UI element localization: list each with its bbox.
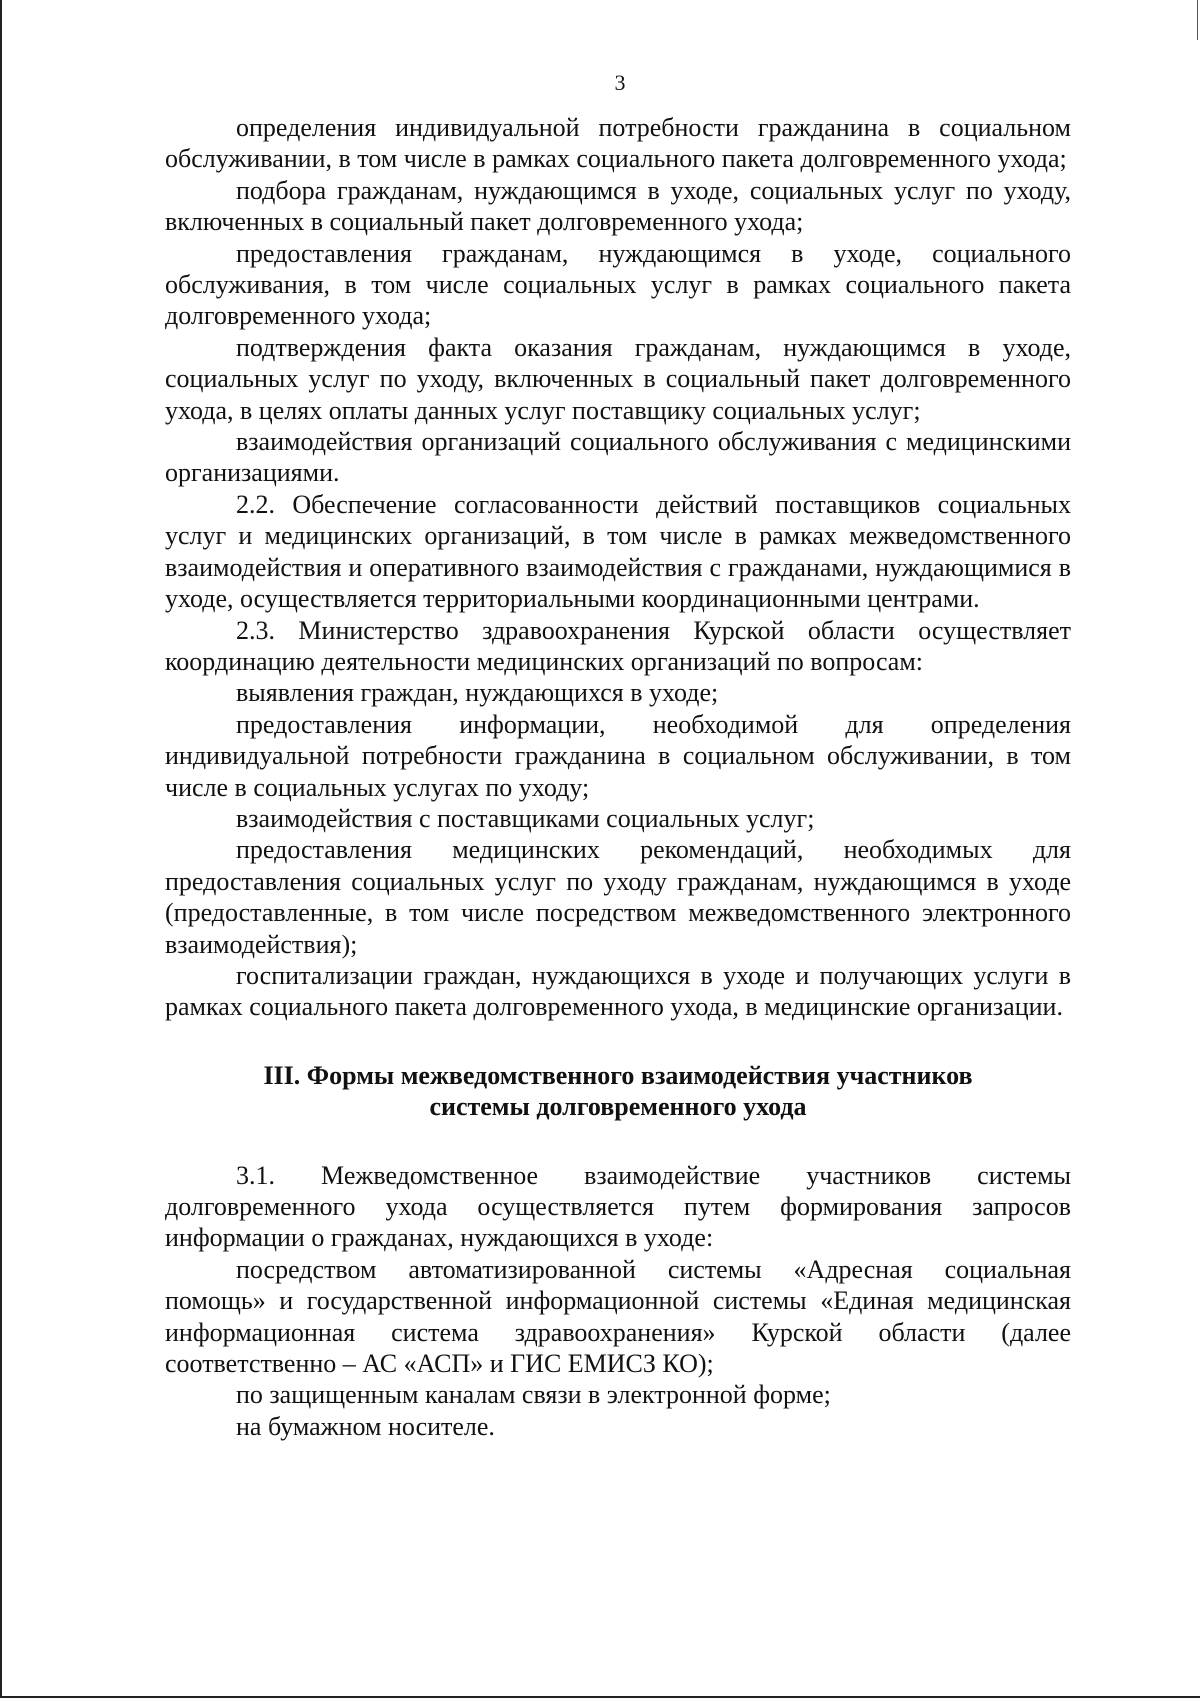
paragraph-2-3: 2.3. Министерство здравоохранения Курской области осуществляет координацию деятельности медицинских организаций по вопросам: xyxy=(165,615,1071,676)
paragraph: по защищенным каналам связи в электронной форме; xyxy=(236,1380,831,1410)
paragraph: определения индивидуальной потребности гражданина в социальном обслуживании, в том числе в рамках социального пакета долговременного ухода; xyxy=(165,113,1071,174)
section-heading xyxy=(165,1060,1071,1123)
paragraph-2-2: 2.2. Обеспечение согласованности действий поставщиков социальных услуг и медицинских организаций, в том числе в рамках межведомственного взаимодействия и оперативного взаимодействия с гражданами, нуждающимися в уходе, осуществляется территориальными координационными центрами. xyxy=(165,489,1071,614)
page-number: 3 xyxy=(614,70,626,95)
paragraph: госпитализации граждан, нуждающихся в уходе и получающих услуги в рамках социального пакета долговременного ухода, в медицинские организации. xyxy=(165,960,1071,1022)
paragraph: посредством автоматизированной системы «Адресная социальная помощь» и государственной информационной системы «Единая медицинская информационная система здравоохранения» Курской области (далее соответственно – АС «АСП» и ГИС ЕМИСЗ КО); xyxy=(165,1254,1071,1379)
document-body xyxy=(165,112,1071,1442)
paragraph: подбора гражданам, нуждающимся в уходе, социальных услуг по уходу, включенных в социальный пакет долговременного ухода; xyxy=(165,175,1071,237)
paragraph: на бумажном носителе. xyxy=(236,1411,495,1441)
paragraph: выявления граждан, нуждающихся в уходе; xyxy=(236,678,719,708)
section-heading-line: III. Формы межведомственного взаимодействия участников xyxy=(263,1060,973,1090)
paragraph: взаимодействия организаций социального обслуживания с медицинскими организациями. xyxy=(165,427,1071,488)
paragraph: предоставления медицинских рекомендаций, необходимых для предоставления социальных услуг по уходу гражданам, нуждающимся в уходе (предоставленные, в том числе посредством межведомственного электронного взаимодействия); xyxy=(165,835,1071,959)
section-heading-line: системы долговременного ухода xyxy=(429,1092,807,1122)
scan-border-left xyxy=(0,0,2,1698)
paragraph: предоставления гражданам, нуждающимся в уходе, социального обслуживания, в том числе социальных услуг в рамках социального пакета долговременного ухода; xyxy=(165,238,1071,331)
scan-border-right xyxy=(1197,0,1198,1698)
paragraph: предоставления информации, необходимой для определения индивидуальной потребности гражданина в социальном обслуживании, в том числе в социальных услугах по уходу; xyxy=(165,709,1071,802)
paragraph: взаимодействия с поставщиками социальных услуг; xyxy=(236,803,815,833)
paragraph-3-1: 3.1. Межведомственное взаимодействие участников системы долговременного ухода осуществляется путем формирования запросов информации о гражданах, нуждающихся в уходе: xyxy=(165,1160,1071,1253)
paragraph: подтверждения факта оказания гражданам, нуждающимся в уходе, социальных услуг по уходу, включенных в социальный пакет долговременного ухода, в целях оплаты данных услуг поставщику социальных услуг; xyxy=(165,332,1071,425)
